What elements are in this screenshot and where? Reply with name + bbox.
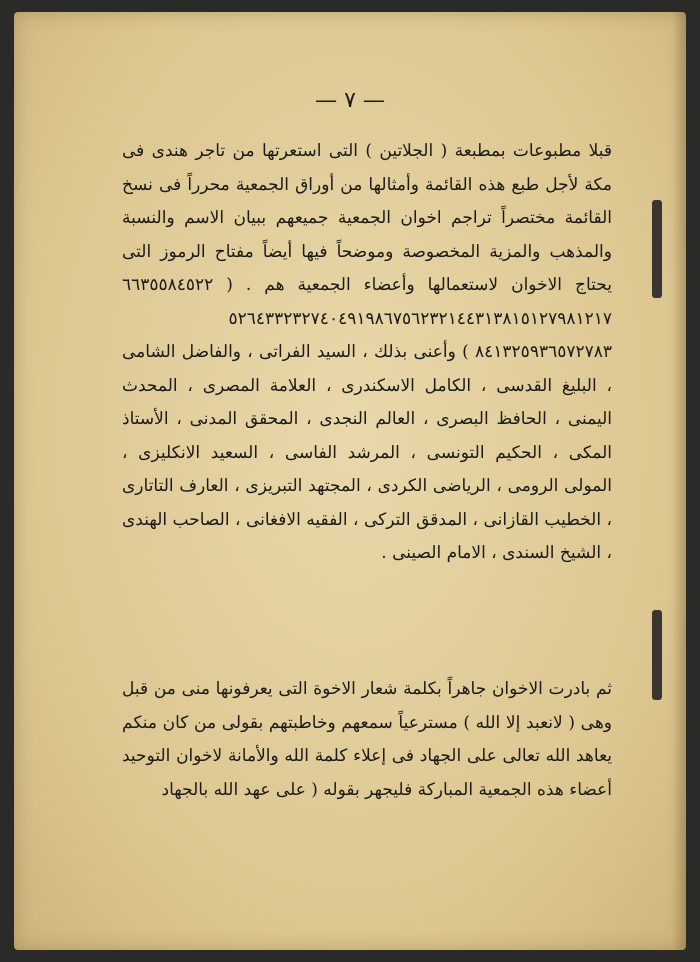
page-edge-shadow [672,12,686,950]
paragraph-1: قبلا مطبوعات بمطبعة ( الجلاتين ) التى استعرتها من تاجر هندى فى مكة لأجل طبع هذه القائمة وأمثالها من أوراق الجمعية محرراً فى نسخ القائمة مختصراً تراجم اخوان الجمعية جميعهم ببيان الاسم والنسبة والمذهب والمزية المخصوصة وموضحاً فيها أيضاً مفتاح الرموز التى يحتاج الاخوان لاستعمالها وأعضاء الجمعية هم . ( ٦٦٣٥٥٨٤٥٢٢ ٥٢٦٤٣٣٢٣٢٧٤٠٤٩١٩٨٦٧٥٦٢٣٢١٤٤٣١٣٨١٥١٢٧٩٨١٢١٧ ٨٤١٣٢٥٩٣٦٥٧٢٧٨٣ ) وأعنى بذلك ، السيد الفراتى ، والفاضل الشامى ، البليغ القدسى ، الكامل الاسكندرى ، العلامة المصرى ، المحدث اليمنى ، الحافظ البصرى ، العالم النجدى ، المحقق المدنى ، الأستاذ المكى ، الحكيم التونسى ، المرشد الفاسى ، السعيد الانكليزى ، المولى الرومى ، الرياضى الكردى ، المجتهد التبريزى ، العارف التاتارى ، الخطيب القازانى ، المدقق التركى ، الفقيه الافغانى ، الصاحب الهندى ، الشيخ السندى ، الامام الصينى . [122,141,612,563]
staple-bottom [652,610,662,700]
staple-top [652,200,662,298]
book-page [14,12,686,950]
page-number: — ٧ — [315,88,385,113]
paragraph-2: ثم بادرت الاخوان جاهراً بكلمة شعار الاخوة التى يعرفونها منى من قبل وهى ( لانعبد إلا الله ) مسترعياً سمعهم وخاطبتهم بقولى من كان منكم يعاهد الله تعالى على الجهاد فى إعلاء كلمة الله والأمانة لاخوان التوحيد أعضاء هذه الجمعية المباركة فليجهر بقوله ( على عهد الله بالجهاد [122,679,612,800]
